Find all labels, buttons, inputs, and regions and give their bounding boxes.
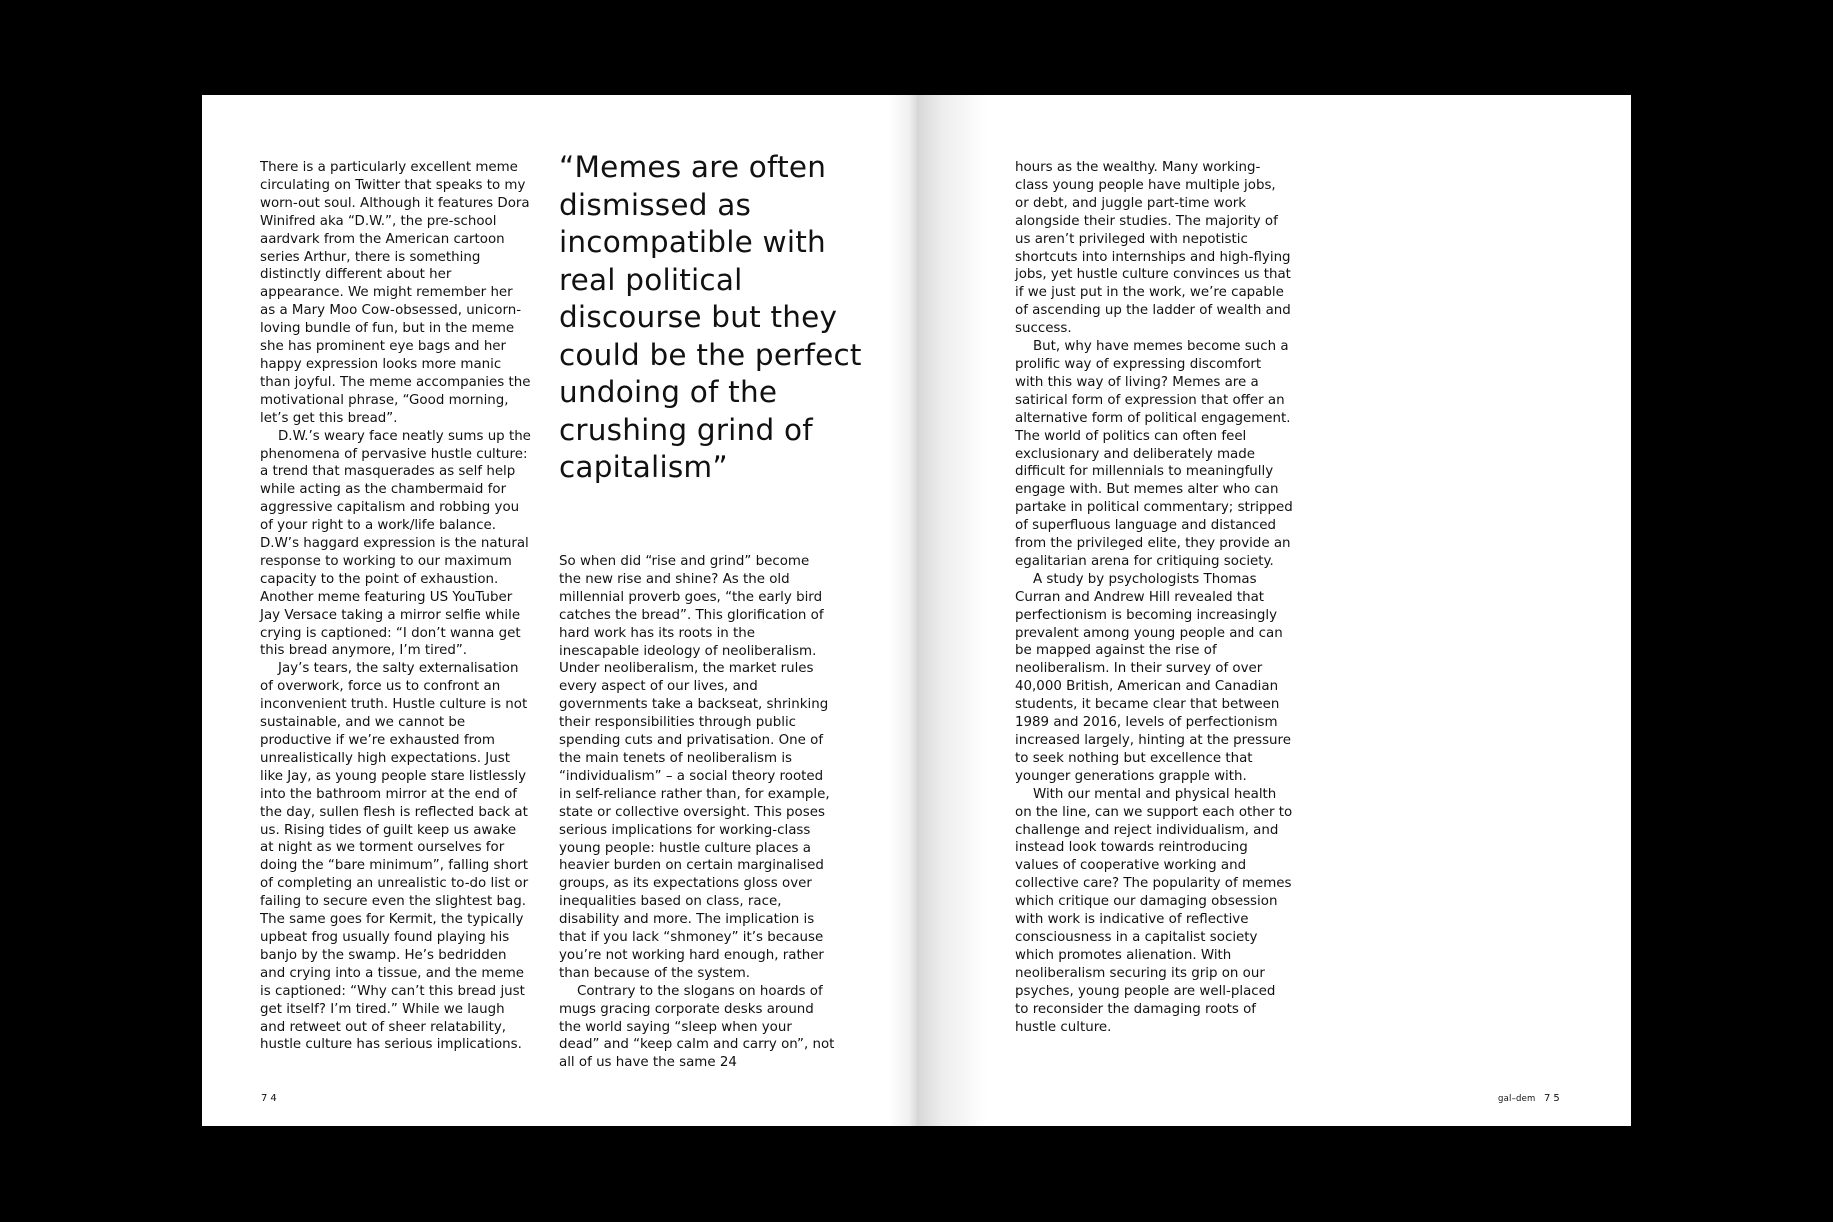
paragraph: But, why have memes become such a prolific way of expressing discomfort with this way of living? Memes are a satirical form of expression that offer an alternative form of political engagement. The world of politics can often feel exclusionary and deliberately made difficult for millennials to meaningfully engage with. But memes alter who can partake in political commentary; stripped of superfluous language and distanced from the privileged elite, they provide an egalitarian arena for critiquing society. bbox=[1015, 339, 1293, 569]
gutter-shadow bbox=[889, 95, 917, 1126]
paragraph: There is a particularly excellent meme circulating on Twitter that speaks to my worn-out soul. Although it features Dora Winifred aka “D.W.”, the pre-school aardvark from the American cartoon series Arthur, there is something distinctly different about her appearance. We might remember her as a Mary Moo Cow-obsessed, unicorn-loving bundle of fun, but in the meme she has prominent eye bags and her happy expression looks more manic than joyful. The meme accompanies the motivational phrase, “Good morning, let’s get this bread”. bbox=[260, 160, 531, 426]
body-column-3 bbox=[1015, 159, 1293, 1036]
pull-quote: “Memes are often dismissed as incompatible with real political discourse but they could be the perfect undoing of the crushing grind of capitalism” bbox=[559, 150, 862, 484]
paragraph: hours as the wealthy. Many working-class young people have multiple jobs, or debt, and juggle part-time work alongside their studies. The majority of us aren’t privileged with nepotistic shortcuts into internships and high-flying jobs, yet hustle culture convinces us that if we just put in the work, we’re capable of ascending up the ladder of wealth and success. bbox=[1015, 160, 1291, 337]
paragraph: So when did “rise and grind” become the new rise and shine? As the old millennial proverb goes, “the early bird catches the bread”. This glorification of hard work has its roots in the inescapable ideology of neoliberalism. Under neoliberalism, the market rules every aspect of our lives, and governments take a backseat, shrinking their responsibilities through public spending cuts and privatisation. One of the main tenets of neoliberalism is “individualism” – a social theory rooted in self-reliance rather than, for example, state or collective oversight. This poses serious implications for working-class young people: hustle culture places a heavier burden on certain marginalised groups, as its expectations gloss over inequalities based on class, race, disability and more. The implication is that if you lack “shmoney” it’s because you’re not working hard enough, rather than because of the system. bbox=[559, 554, 830, 981]
left-page bbox=[202, 95, 917, 1126]
page-number: 75 bbox=[1544, 1093, 1563, 1104]
paragraph: With our mental and physical health on the line, can we support each other to challenge and reject individualism, and instead look towards reintroducing values of cooperative working and collective care? The popularity of memes which critique our damaging obsession with work is indicative of reflective consciousness in a capitalist society which promotes alienation. With neoliberalism securing its grip on our psyches, young people are well-placed to reconsider the damaging roots of hustle culture. bbox=[1015, 786, 1293, 1035]
page-number: 74 bbox=[261, 1093, 280, 1104]
gutter-shadow bbox=[917, 95, 987, 1126]
paragraph: Jay’s tears, the salty externalisation of overwork, force us to confront an inconvenient truth. Hustle culture is not sustainable, and we cannot be productive if we’re exhausted from unrealistically high expectations. Just like Jay, as young people stare listlessly into the bathroom mirror at the end of the day, sullen flesh is reflected back at us. Rising tides of guilt keep us awake at night as we torment ourselves for doing the “bare minimum”, falling short of completing an unrealistic to-do list or failing to secure even the slightest bag. The same goes for Kermit, the typically upbeat frog usually found playing his banjo by the swamp. He’s bedridden and crying into a tissue, and the meme is captioned: “Why can’t this bread just get itself? I’m tired.” While we laugh and retweet out of sheer relatability, hustle culture has serious implications. bbox=[260, 661, 529, 1053]
body-column-2 bbox=[559, 553, 835, 1072]
right-page bbox=[917, 95, 1631, 1126]
paragraph: Contrary to the slogans on hoards of mugs gracing corporate desks around the world saying “sleep when your dead” and “keep calm and carry on”, not all of us have the same 24 bbox=[559, 983, 835, 1071]
magazine-spread bbox=[202, 95, 1631, 1126]
body-column-1 bbox=[260, 159, 532, 1054]
paragraph: D.W.’s weary face neatly sums up the phenomena of pervasive hustle culture: a trend that masquerades as self help while acting as the chambermaid for aggressive capitalism and robbing you of your right to a work/life balance. D.W’s haggard expression is the natural response to working to our maximum capacity to the point of exhaustion. Another meme featuring US YouTuber Jay Versace taking a mirror selfie while crying is captioned: “I don’t wanna get this bread anymore, I’m tired”. bbox=[260, 428, 531, 659]
magazine-masthead: gal–dem bbox=[1498, 1094, 1536, 1104]
paragraph: A study by psychologists Thomas Curran and Andrew Hill revealed that perfectionism is becoming increasingly prevalent among young people and can be mapped against the rise of neoliberalism. In their survey of over 40,000 British, American and Canadian students, it became clear that between 1989 and 2016, levels of perfectionism increased largely, hinting at the pressure to seek nothing but excellence that younger generations grapple with. bbox=[1015, 571, 1291, 784]
